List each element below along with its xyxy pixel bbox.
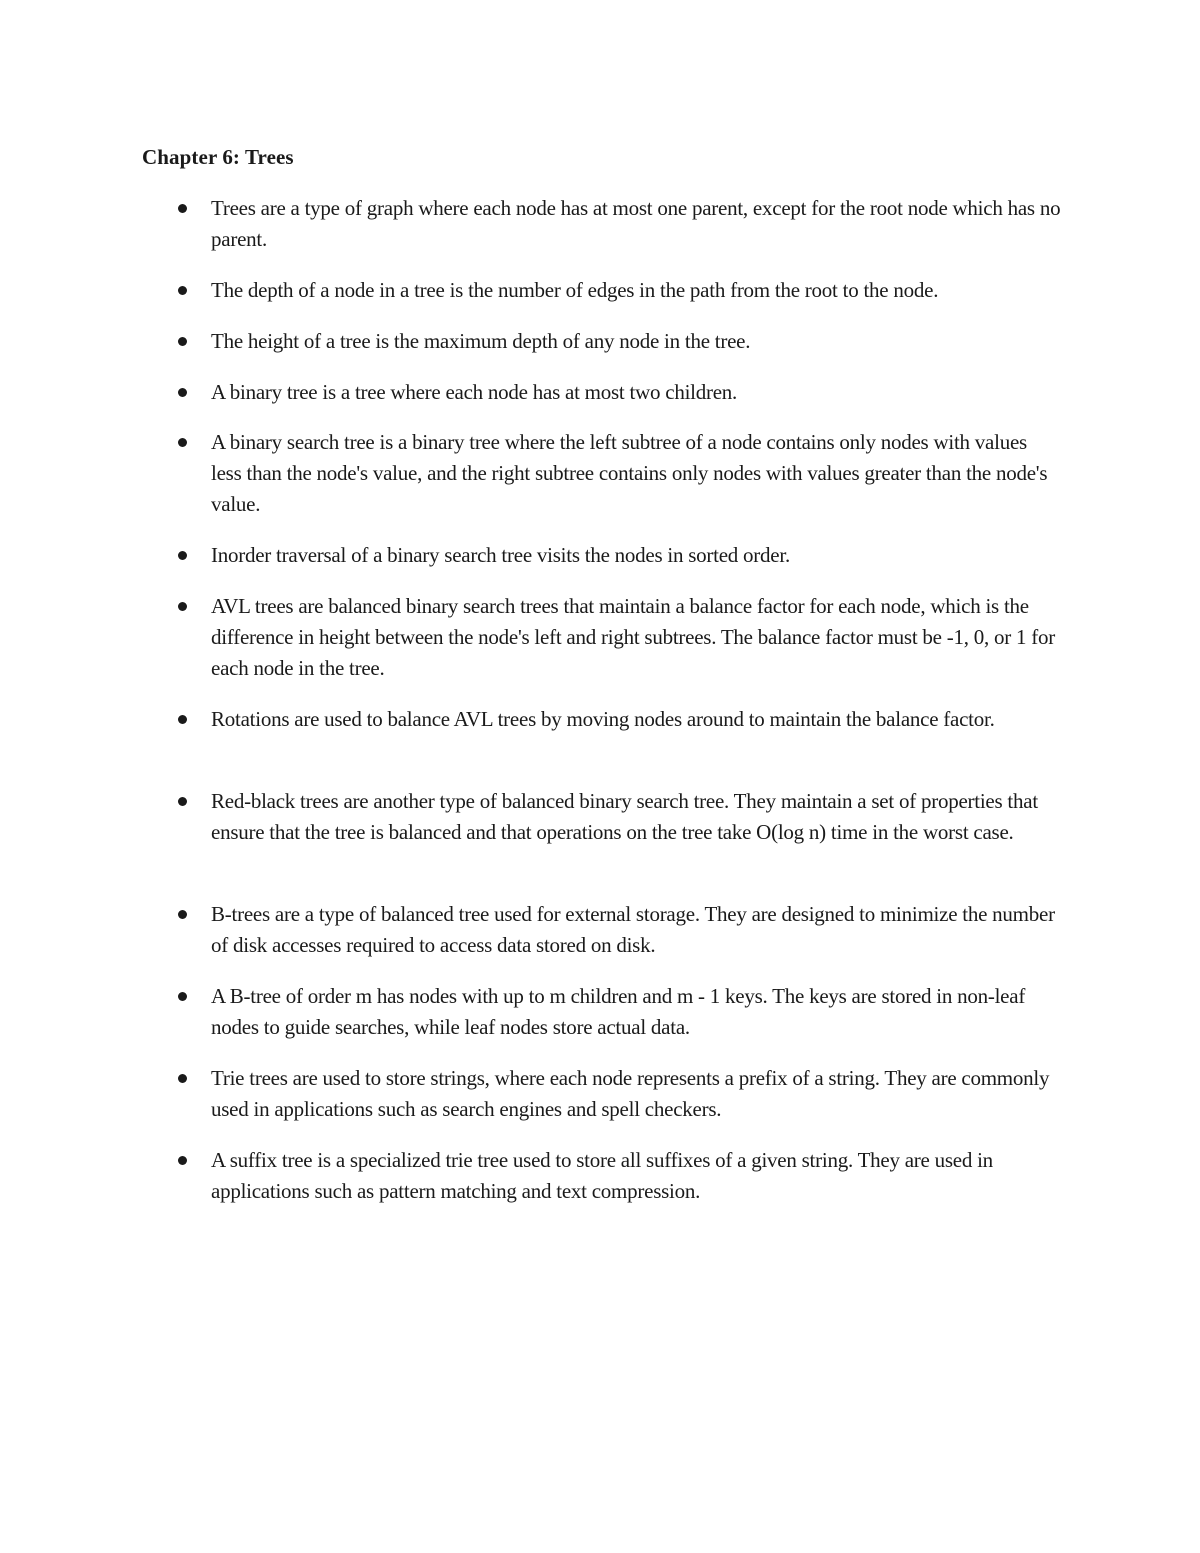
bullet-dot-icon	[178, 337, 187, 346]
bullet-text: A binary tree is a tree where each node has at most two children.	[211, 380, 738, 404]
bullet-item	[211, 591, 1061, 684]
page-title: Chapter 6: Trees	[142, 145, 294, 169]
bullet-dot-icon	[178, 388, 187, 397]
bullet-text: Trees are a type of graph where each node has at most one parent, except for the root node which has no parent.	[211, 196, 1061, 251]
bullet-item	[211, 275, 1061, 306]
bullet-dot-icon	[178, 797, 187, 806]
bullet-item	[211, 377, 1061, 408]
bullet-text: The height of a tree is the maximum depth of any node in the tree.	[211, 329, 751, 353]
bullet-item	[211, 540, 1061, 571]
bullet-text: AVL trees are balanced binary search trees that maintain a balance factor for each node, which is the difference in height between the node's left and right subtrees. The balance factor must be -1, 0, or 1 for each node in the tree.	[211, 594, 1055, 680]
bullet-dot-icon	[178, 204, 187, 213]
bullet-text: Trie trees are used to store strings, where each node represents a prefix of a string. They are commonly used in applications such as search engines and spell checkers.	[211, 1066, 1050, 1121]
bullet-text: B-trees are a type of balanced tree used for external storage. They are designed to minimize the number of disk accesses required to access data stored on disk.	[211, 902, 1055, 957]
bullet-item	[211, 786, 1061, 848]
bullet-item	[211, 981, 1061, 1043]
bullet-text: Inorder traversal of a binary search tree visits the nodes in sorted order.	[211, 543, 790, 567]
bullet-text: A binary search tree is a binary tree where the left subtree of a node contains only nodes with values less than the node's value, and the right subtree contains only nodes with values greater than the node's value.	[211, 430, 1048, 516]
bullet-dot-icon	[178, 551, 187, 560]
bullet-text: A suffix tree is a specialized trie tree used to store all suffixes of a given string. They are used in applications such as pattern matching and text compression.	[211, 1148, 993, 1203]
bullet-dot-icon	[178, 438, 187, 447]
bullet-item	[211, 899, 1061, 961]
bullet-item	[211, 427, 1061, 520]
bullet-item	[211, 193, 1061, 255]
bullet-dot-icon	[178, 286, 187, 295]
bullet-text: The depth of a node in a tree is the number of edges in the path from the root to the node.	[211, 278, 939, 302]
bullet-dot-icon	[178, 715, 187, 724]
bullet-item	[211, 1145, 1061, 1207]
bullet-dot-icon	[178, 1156, 187, 1165]
bullet-dot-icon	[178, 910, 187, 919]
bullet-dot-icon	[178, 992, 187, 1001]
bullet-item	[211, 326, 1061, 357]
bullet-dot-icon	[178, 1074, 187, 1083]
bullet-text: Rotations are used to balance AVL trees by moving nodes around to maintain the balance factor.	[211, 707, 995, 731]
bullet-item	[211, 1063, 1061, 1125]
bullet-text: A B-tree of order m has nodes with up to m children and m - 1 keys. The keys are stored in non-leaf nodes to guide searches, while leaf nodes store actual data.	[211, 984, 1026, 1039]
bullet-text: Red-black trees are another type of balanced binary search tree. They maintain a set of properties that ensure that the tree is balanced and that operations on the tree take O(log n) time in the worst case.	[211, 789, 1038, 844]
bullet-item	[211, 704, 1061, 735]
bullet-dot-icon	[178, 602, 187, 611]
